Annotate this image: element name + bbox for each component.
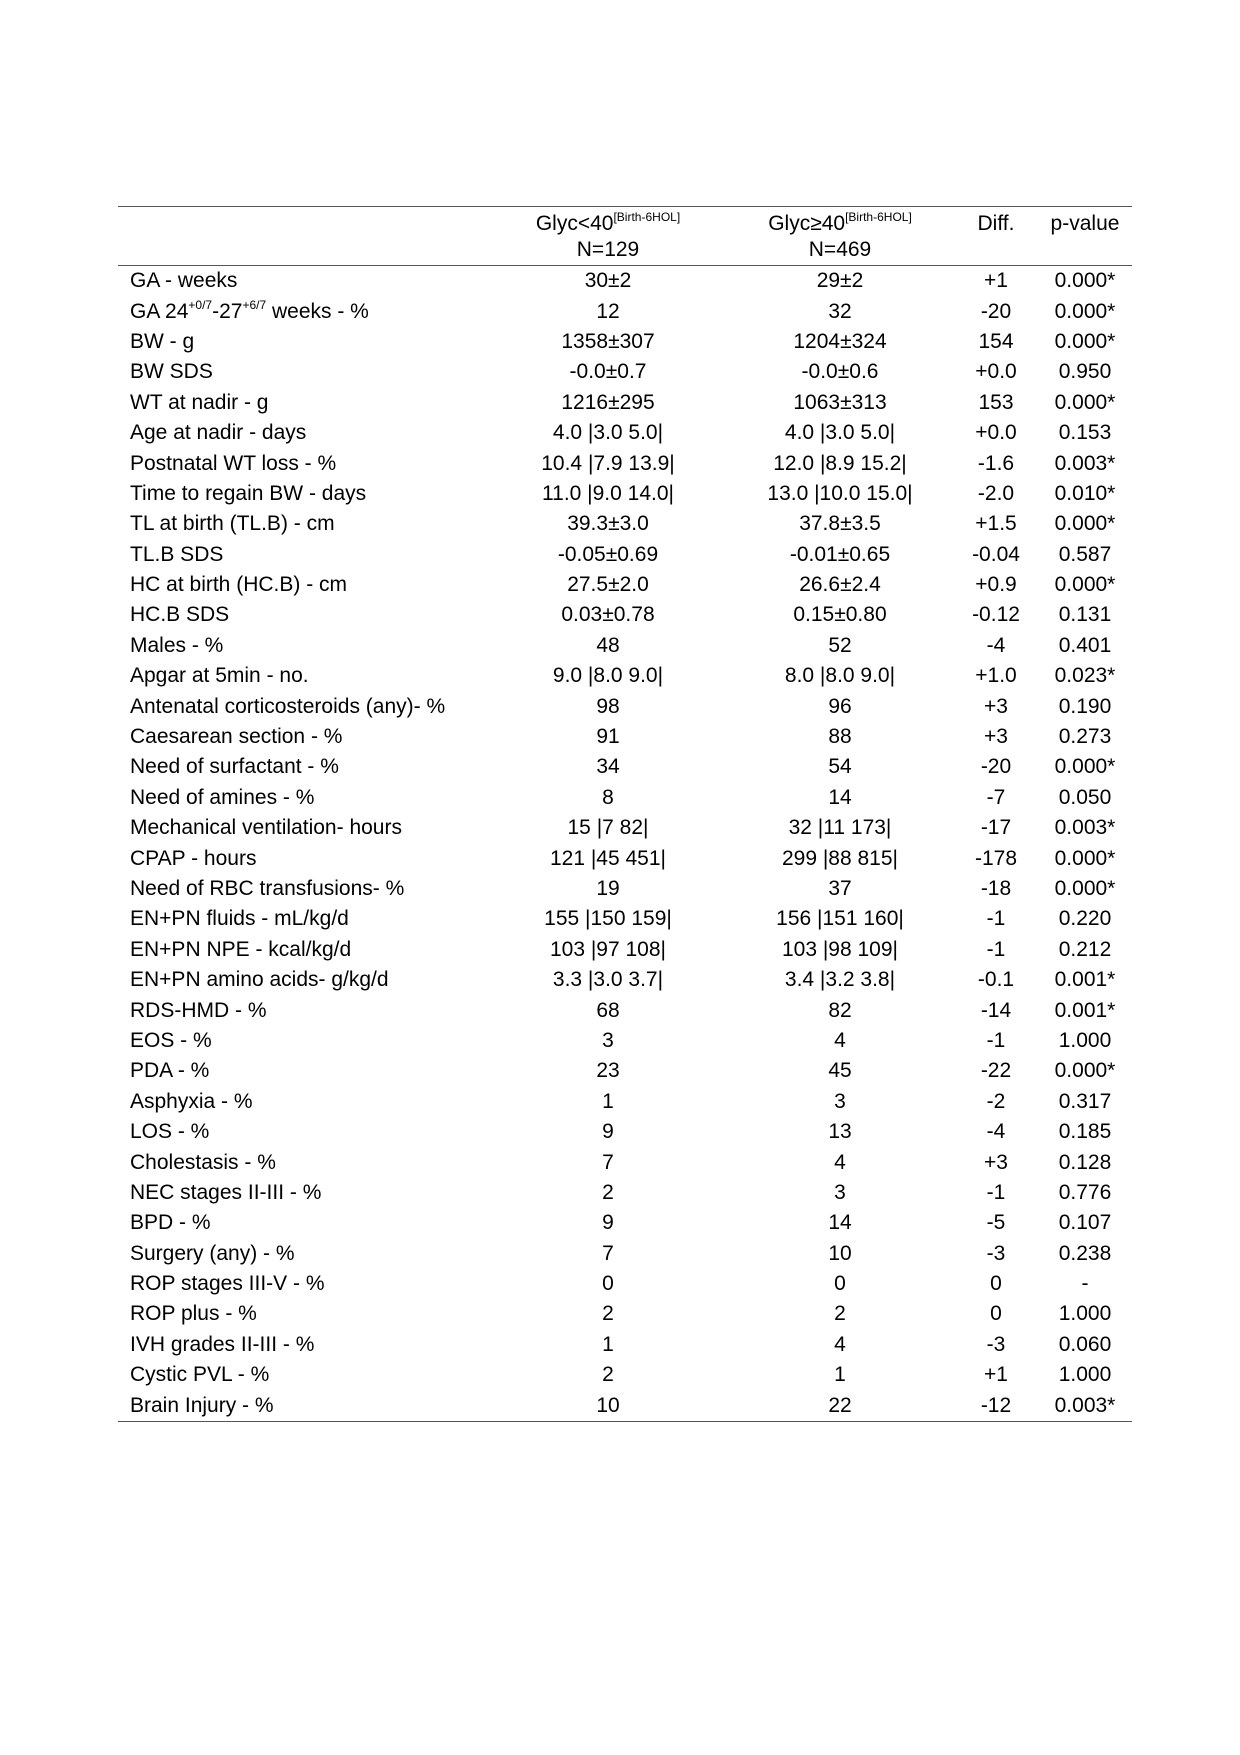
header-group1-sup: [Birth-6HOL] — [613, 210, 681, 224]
row-label: HC at birth (HC.B) - cm — [130, 573, 348, 597]
p-value: 0.220 — [1058, 907, 1112, 931]
header-pvalue-empty — [1038, 237, 1132, 266]
p-value: 0.000* — [1054, 846, 1116, 870]
row-label: RDS-HMD - % — [130, 998, 267, 1022]
row-label: WT at nadir - g — [130, 390, 269, 414]
diff-value: -22 — [980, 1059, 1012, 1083]
group2-value: 103 |98 109| — [781, 937, 898, 961]
group2-value: 45 — [828, 1059, 852, 1083]
label-suffix: weeks - % — [272, 299, 369, 323]
p-value: 0.000* — [1054, 329, 1116, 353]
header-group2-n: N=469 — [726, 237, 954, 266]
diff-value: -1 — [986, 1028, 1006, 1052]
table-row — [118, 1087, 1132, 1117]
row-label — [118, 296, 490, 326]
group2-value: 26.6±2.4 — [799, 573, 881, 597]
diff-value: +0.9 — [975, 573, 1017, 597]
group2-value: 8.0 |8.0 9.0| — [784, 664, 896, 688]
group2-value: 156 |151 160| — [776, 907, 904, 931]
group1-value: 11.0 |9.0 14.0| — [542, 481, 674, 505]
table-row — [118, 327, 1132, 357]
group1-value: 10 — [490, 1390, 726, 1421]
group2-value: 29±2 — [816, 269, 864, 293]
p-value: 0.001* — [1054, 968, 1116, 992]
table-row — [118, 935, 1132, 965]
table-row — [118, 783, 1132, 813]
group1-value: 9.0 |8.0 9.0| — [552, 664, 664, 688]
p-value: 0.000* — [1054, 390, 1116, 414]
table-row — [118, 1147, 1132, 1177]
row-label: Apgar at 5min - no. — [130, 664, 309, 688]
p-value: 0.000* — [1054, 1059, 1116, 1083]
group2-value: 1204±324 — [793, 329, 887, 353]
p-value: 0.131 — [1058, 603, 1112, 627]
row-label: EOS - % — [130, 1028, 212, 1052]
row-label: CPAP - hours — [130, 846, 257, 870]
group2-value: 37.8±3.5 — [799, 512, 881, 536]
row-label: Males - % — [130, 633, 224, 657]
group1-value: 0.03±0.78 — [561, 603, 655, 627]
row-label: BPD - % — [130, 1211, 211, 1235]
row-label: GA - weeks — [130, 269, 238, 293]
group1-value: 3.3 |3.0 3.7| — [552, 968, 664, 992]
table-row — [118, 691, 1132, 721]
group2-value: 14 — [828, 1211, 852, 1235]
table-header — [118, 207, 1132, 266]
table-row — [118, 1239, 1132, 1269]
diff-value: 154 — [978, 329, 1014, 353]
diff-value: +3 — [984, 694, 1008, 718]
row-label: Antenatal corticosteroids (any)- % — [130, 694, 446, 718]
group2-value: 82 — [828, 998, 852, 1022]
group1-value: 34 — [596, 755, 620, 779]
group2-value: 4.0 |3.0 5.0| — [784, 421, 896, 445]
diff-value: +3 — [984, 1150, 1008, 1174]
group2-value: 3 — [834, 1089, 846, 1113]
p-value: 0.317 — [1058, 1089, 1112, 1113]
label-prefix: GA 24 — [130, 299, 189, 323]
table-row — [118, 661, 1132, 691]
diff-value: +1 — [984, 1363, 1008, 1387]
p-value: 0.010* — [1054, 481, 1116, 505]
group1-value: 23 — [596, 1059, 620, 1083]
row-label: Postnatal WT loss - % — [130, 451, 337, 475]
group1-value: 8 — [602, 785, 614, 809]
table-row — [118, 722, 1132, 752]
row-label: Age at nadir - days — [130, 421, 307, 445]
table-row — [118, 509, 1132, 539]
diff-value: -7 — [986, 785, 1006, 809]
group1-value: 7 — [602, 1150, 614, 1174]
p-value: 0.128 — [1058, 1150, 1112, 1174]
table-row — [118, 357, 1132, 387]
group1-value: 27.5±2.0 — [567, 573, 649, 597]
row-label: Time to regain BW - days — [130, 481, 367, 505]
group2-value: 96 — [828, 694, 852, 718]
p-value: 0.060 — [1058, 1332, 1112, 1356]
table-row — [118, 965, 1132, 995]
p-value: 0.000* — [1054, 269, 1116, 293]
row-label: BW - g — [130, 329, 195, 353]
p-value: 0.587 — [1058, 542, 1112, 566]
table-row — [118, 874, 1132, 904]
header-group1-base: Glyc<40 — [535, 212, 614, 235]
group1-value: 4.0 |3.0 5.0| — [552, 421, 664, 445]
group2-value: 54 — [828, 755, 852, 779]
row-label: BW SDS — [130, 360, 213, 384]
diff-value: -18 — [980, 877, 1012, 900]
table-row — [118, 570, 1132, 600]
group2-value: 13 — [828, 1120, 852, 1144]
table-row — [118, 1056, 1132, 1086]
diff-value: +3 — [984, 725, 1008, 749]
table-row — [118, 1360, 1132, 1390]
diff-value: -14 — [980, 998, 1012, 1022]
table-row — [118, 1390, 1132, 1421]
diff-value: -20 — [980, 299, 1012, 323]
diff-value: 0 — [990, 1302, 1002, 1326]
group1-value: 10.4 |7.9 13.9| — [541, 451, 675, 475]
diff-value: +1.0 — [975, 664, 1017, 688]
diff-value: -17 — [980, 816, 1012, 840]
diff-value: -20 — [980, 755, 1012, 779]
table-row — [118, 1330, 1132, 1360]
group2-value: 1 — [834, 1363, 846, 1387]
table-row — [118, 1208, 1132, 1238]
group1-value: 121 |45 451| — [549, 846, 666, 870]
group2-value: 22 — [726, 1390, 954, 1421]
p-value: 0.000* — [1054, 299, 1116, 323]
group2-value: 1063±313 — [793, 390, 887, 414]
group1-value: 91 — [596, 725, 620, 749]
row-label: NEC stages II-III - % — [130, 1180, 322, 1204]
table-row — [118, 813, 1132, 843]
row-label: IVH grades II-III - % — [130, 1332, 315, 1356]
row-label: Need of RBC transfusions- % — [130, 877, 405, 900]
table-row — [118, 418, 1132, 448]
group2-value: -0.01±0.65 — [789, 542, 891, 566]
table-row — [118, 752, 1132, 782]
table-row — [118, 1178, 1132, 1208]
diff-value: -178 — [974, 846, 1018, 870]
group1-value: 19 — [596, 877, 620, 900]
group2-value: 4 — [834, 1150, 846, 1174]
row-label: HC.B SDS — [130, 603, 230, 627]
row-label: ROP stages III-V - % — [130, 1272, 325, 1296]
header-group2-sup: [Birth-6HOL] — [845, 210, 912, 224]
p-value: - — [1081, 1272, 1089, 1296]
table-row — [118, 631, 1132, 661]
diff-value: -0.12 — [972, 603, 1020, 627]
table-row — [118, 479, 1132, 509]
group2-value: 0 — [834, 1272, 846, 1296]
p-value: 0.003* — [1054, 816, 1116, 840]
diff-value: -1 — [986, 907, 1006, 931]
p-value: 0.190 — [1058, 694, 1112, 718]
group1-value: 3 — [602, 1028, 614, 1052]
diff-value: -0.04 — [972, 542, 1020, 566]
group1-value: 39.3±3.0 — [567, 512, 649, 536]
row-label: Caesarean section - % — [130, 725, 343, 749]
header-diff-empty — [954, 237, 1038, 266]
header-group2-base: Glyc≥40 — [768, 212, 846, 235]
diff-value: -1 — [986, 937, 1006, 961]
diff-value: 0 — [990, 1272, 1002, 1296]
header-group1-n: N=129 — [490, 237, 726, 266]
p-value: 0.107 — [1058, 1211, 1112, 1235]
group1-value: 155 |150 159| — [544, 907, 672, 931]
row-label: TL at birth (TL.B) - cm — [130, 512, 335, 536]
diff-value: -4 — [986, 633, 1006, 657]
diff-value: -5 — [986, 1211, 1006, 1235]
diff-value: -1 — [986, 1180, 1006, 1204]
p-value: 0.003* — [1054, 451, 1116, 475]
group2-value: 2 — [834, 1302, 846, 1326]
table-row — [118, 448, 1132, 478]
label-sup-end: +6/7 — [242, 297, 267, 312]
group1-value: 9 — [602, 1120, 614, 1144]
row-label: ROP plus - % — [130, 1302, 257, 1326]
table-row — [118, 1269, 1132, 1299]
row-label: EN+PN amino acids- g/kg/d — [130, 968, 389, 992]
diff-value: 153 — [978, 390, 1014, 414]
group1-value: 68 — [596, 998, 620, 1022]
row-label: Asphyxia - % — [130, 1089, 253, 1113]
p-value: 0.000* — [1054, 755, 1116, 779]
header-group2 — [726, 207, 954, 238]
row-label: Cholestasis - % — [130, 1150, 276, 1174]
p-value: 0.000* — [1054, 573, 1116, 597]
group2-value: 4 — [834, 1332, 846, 1356]
p-value: 0.000* — [1054, 512, 1116, 536]
group2-value: 10 — [828, 1241, 852, 1265]
diff-value: -12 — [954, 1390, 1038, 1421]
group1-value: 7 — [602, 1241, 614, 1265]
group1-value: 98 — [596, 694, 620, 718]
table-row — [118, 266, 1132, 297]
header-label-empty — [118, 207, 490, 238]
group1-value: 0 — [602, 1272, 614, 1296]
table-row — [118, 296, 1132, 326]
table-row — [118, 995, 1132, 1025]
group2-value: 52 — [828, 633, 852, 657]
diff-value: -3 — [986, 1241, 1006, 1265]
table-row — [118, 1117, 1132, 1147]
p-value: 1.000 — [1058, 1028, 1112, 1052]
group1-value: 1 — [602, 1089, 614, 1113]
group2-value: 3 — [834, 1180, 846, 1204]
group1-value: 103 |97 108| — [549, 937, 666, 961]
p-value: 0.000* — [1054, 877, 1116, 900]
table-row — [118, 600, 1132, 630]
group1-value: 1216±295 — [561, 390, 655, 414]
header-diff: Diff. — [954, 207, 1038, 238]
group2-value: 37 — [828, 877, 852, 900]
p-value: 0.776 — [1058, 1180, 1112, 1204]
group2-value: 14 — [828, 785, 852, 809]
table-body — [118, 266, 1132, 1422]
table-row — [118, 1026, 1132, 1056]
group1-value: -0.05±0.69 — [557, 542, 659, 566]
header-pvalue: p-value — [1038, 207, 1132, 238]
group1-value: 12 — [596, 299, 620, 323]
table-row — [118, 540, 1132, 570]
group1-value: 1358±307 — [561, 329, 655, 353]
p-value: 0.023* — [1054, 664, 1116, 688]
p-value: 0.003* — [1038, 1390, 1132, 1421]
group2-value: 3.4 |3.2 3.8| — [784, 968, 896, 992]
header-group1 — [490, 207, 726, 238]
group1-value: 15 |7 82| — [567, 816, 649, 840]
row-label: PDA - % — [130, 1059, 210, 1083]
group2-value: 12.0 |8.9 15.2| — [773, 451, 907, 475]
diff-value: -4 — [986, 1120, 1006, 1144]
group2-value: -0.0±0.6 — [801, 360, 879, 384]
row-label: TL.B SDS — [130, 542, 224, 566]
group2-value: 13.0 |10.0 15.0| — [767, 481, 913, 505]
table-row — [118, 843, 1132, 873]
p-value: 1.000 — [1058, 1363, 1112, 1387]
group2-value: 32 |11 173| — [788, 816, 892, 840]
data-table — [118, 206, 1132, 1422]
p-value: 0.212 — [1058, 937, 1112, 961]
row-label: Need of amines - % — [130, 785, 315, 809]
row-label: Cystic PVL - % — [130, 1363, 270, 1387]
row-label: EN+PN fluids - mL/kg/d — [130, 907, 349, 931]
p-value: 0.401 — [1058, 633, 1112, 657]
group1-value: 30±2 — [584, 269, 632, 293]
group2-value: 88 — [828, 725, 852, 749]
table-row — [118, 904, 1132, 934]
table-row — [118, 1299, 1132, 1329]
group2-value: 4 — [834, 1028, 846, 1052]
row-label: Brain Injury - % — [118, 1390, 490, 1421]
diff-value: -0.1 — [977, 968, 1015, 992]
row-label: EN+PN NPE - kcal/kg/d — [130, 937, 352, 961]
diff-value: +1.5 — [975, 512, 1017, 536]
group2-value: 299 |88 815| — [781, 846, 898, 870]
diff-value: +1 — [984, 269, 1008, 293]
group1-value: 2 — [602, 1180, 614, 1204]
p-value: 0.273 — [1058, 725, 1112, 749]
p-value: 0.001* — [1054, 998, 1116, 1022]
group1-value: -0.0±0.7 — [569, 360, 647, 384]
row-label: Surgery (any) - % — [130, 1241, 295, 1265]
row-label: Mechanical ventilation- hours — [130, 816, 402, 840]
header-label-empty-2 — [118, 237, 490, 266]
p-value: 0.238 — [1058, 1241, 1112, 1265]
group1-value: 1 — [602, 1332, 614, 1356]
table-row — [118, 388, 1132, 418]
diff-value: +0.0 — [975, 360, 1017, 384]
p-value: 0.050 — [1058, 785, 1112, 809]
p-value: 0.153 — [1058, 421, 1112, 445]
row-label: Need of surfactant - % — [130, 755, 339, 779]
group1-value: 48 — [596, 633, 620, 657]
diff-value: -2.0 — [977, 481, 1015, 505]
diff-value: +0.0 — [975, 421, 1017, 445]
group2-value: 0.15±0.80 — [793, 603, 887, 627]
p-value: 1.000 — [1058, 1302, 1112, 1326]
label-sup-start: +0/7 — [188, 297, 213, 312]
group1-value: 2 — [602, 1302, 614, 1326]
row-label: LOS - % — [130, 1120, 210, 1144]
p-value: 0.950 — [1058, 360, 1112, 384]
label-mid: -27 — [212, 299, 243, 323]
diff-value: -2 — [986, 1089, 1006, 1113]
p-value: 0.185 — [1058, 1120, 1112, 1144]
group2-value: 32 — [828, 299, 852, 323]
diff-value: -3 — [986, 1332, 1006, 1356]
group1-value: 9 — [602, 1211, 614, 1235]
group1-value: 2 — [602, 1363, 614, 1387]
diff-value: -1.6 — [977, 451, 1015, 475]
